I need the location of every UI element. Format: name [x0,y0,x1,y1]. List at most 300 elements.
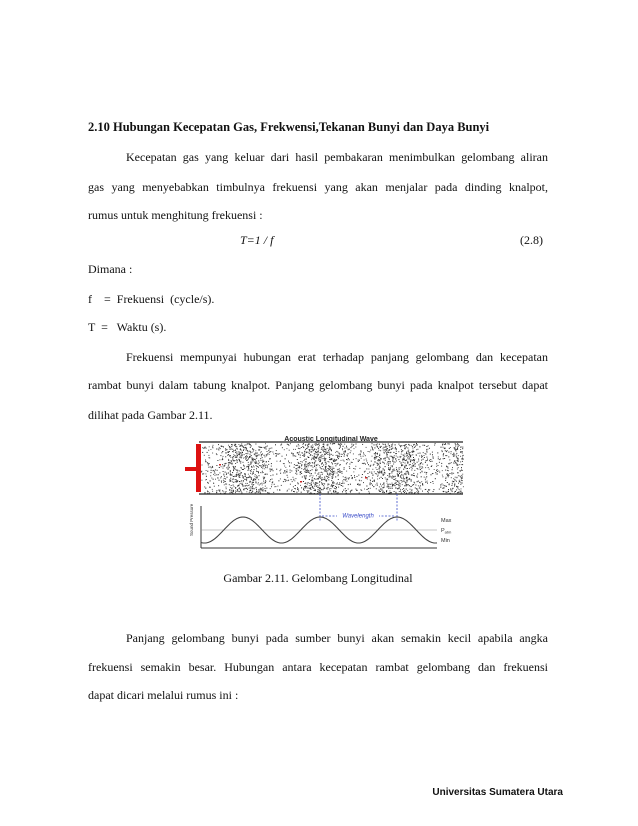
particle [300,474,301,475]
particle [270,448,271,449]
particle [401,454,402,455]
particle [266,465,267,466]
particle [308,472,309,473]
particle [255,459,256,460]
particle [222,490,223,491]
particle [264,483,265,484]
particle [333,481,334,482]
particle [230,455,231,456]
particle [409,485,410,486]
particle [249,451,250,452]
particle [377,469,378,470]
particle [424,477,425,478]
particle [393,470,394,471]
particle [233,476,234,477]
particle [291,490,292,491]
particle [292,481,293,482]
particle [270,451,271,452]
particle [443,491,444,492]
particle [228,466,229,467]
particle [395,448,396,449]
particle [396,484,397,485]
particle [324,483,325,484]
particle [401,474,402,475]
particle [370,465,371,466]
particle [275,444,276,445]
particle [335,488,336,489]
particle [230,449,231,450]
particle [303,489,304,490]
particle [229,467,230,468]
particle [210,466,211,467]
particle [257,484,258,485]
particle [455,491,456,492]
particle [308,452,309,453]
particle [411,492,412,493]
particle [444,485,445,486]
particle [323,489,324,490]
particle [336,460,337,461]
particle [304,477,305,478]
particle [305,486,306,487]
particle [371,483,372,484]
particle [377,447,378,448]
particle [293,479,294,480]
particle [297,487,298,488]
particle [293,454,294,455]
particle [252,488,253,489]
particle [208,464,209,465]
particle [329,455,330,456]
particle [289,466,290,467]
particle [461,464,462,465]
particle [397,481,398,482]
particle [280,445,281,446]
particle [392,457,393,458]
particle [381,477,382,478]
particle [263,477,264,478]
particle [323,450,324,451]
particle [364,463,365,464]
particle [261,460,262,461]
particle [294,480,295,481]
particle [441,450,442,451]
particle [214,471,215,472]
particle [295,473,296,474]
particle [375,473,376,474]
particle [406,444,407,445]
particle [367,477,368,478]
particle [321,447,322,448]
particle [353,445,354,446]
particle [402,450,403,451]
particle [223,446,224,447]
particle [257,476,258,477]
particle [412,454,413,455]
particle [323,488,324,489]
particle [263,489,264,490]
particle [389,449,390,450]
particle [455,480,456,481]
particle [235,449,236,450]
particle [300,461,301,462]
particle [324,451,325,452]
particle [411,479,412,480]
particle [241,472,242,473]
particle [429,469,430,470]
particle [425,489,426,490]
particle [398,485,399,486]
particle [442,444,443,445]
particle [384,463,385,464]
particle [392,466,393,467]
particle [425,478,426,479]
particle [340,447,341,448]
particle [311,465,312,466]
particle [241,492,242,493]
particle [250,462,251,463]
particle [222,446,223,447]
particle [385,477,386,478]
particle [231,444,232,445]
particle [251,478,252,479]
particle [281,444,282,445]
particle [321,452,322,453]
particle [331,462,332,463]
particle [303,460,304,461]
particle [313,483,314,484]
particle [408,452,409,453]
paragraph-3-line-2: frekuensi semakin besar. Hubungan antara kecepatan rambat gelombang dan frekuensi [88,660,548,674]
particle [427,459,428,460]
particle [460,491,461,492]
particle [212,491,213,492]
particle [301,447,302,448]
particle [396,460,397,461]
particle [277,486,278,487]
particle [265,491,266,492]
particle [456,453,457,454]
particle [395,458,396,459]
particle [366,460,367,461]
particle [375,467,376,468]
particle [323,446,324,447]
particle [360,456,361,457]
particle [423,459,424,460]
particle [311,447,312,448]
particle [373,449,374,450]
particle [278,480,279,481]
particle [361,480,362,481]
particle [243,462,244,463]
particle [321,489,322,490]
particle [251,492,252,493]
particle [328,465,329,466]
particle [249,485,250,486]
particle [346,446,347,447]
particle [392,488,393,489]
particle [230,473,231,474]
particle [316,452,317,453]
particle [323,456,324,457]
particle [332,455,333,456]
particle [266,488,267,489]
particle [258,467,259,468]
particle [242,484,243,485]
particle [262,457,263,458]
particle [345,491,346,492]
particle [270,488,271,489]
particle [244,468,245,469]
particle [205,461,206,462]
particle [399,487,400,488]
particle [342,491,343,492]
particle [388,488,389,489]
particle [298,445,299,446]
particle [246,491,247,492]
particle [393,459,394,460]
particle [407,448,408,449]
particle [224,476,225,477]
particle [452,488,453,489]
section-heading: 2.10 Hubungan Kecepatan Gas, Frekwensi,Tekanan Bunyi dan Daya Bunyi [88,120,490,134]
particle [386,452,387,453]
particle [256,463,257,464]
particle [456,489,457,490]
particle [256,461,257,462]
particle [379,468,380,469]
particle [418,459,419,460]
particle [408,456,409,457]
particle [264,468,265,469]
particle [307,471,308,472]
particle [419,487,420,488]
particle [389,477,390,478]
particle [236,474,237,475]
particle [258,460,259,461]
particle [259,454,260,455]
particle [377,485,378,486]
particle [382,473,383,474]
particle [231,492,232,493]
particle [318,479,319,480]
particle [456,456,457,457]
particle [333,472,334,473]
particle [307,446,308,447]
particle [374,444,375,445]
particle [242,475,243,476]
particle [231,485,232,486]
particle [300,457,301,458]
particle [435,472,436,473]
particle [278,454,279,455]
particle [233,451,234,452]
particle [380,491,381,492]
particle [295,485,296,486]
particle [310,487,311,488]
particle [247,485,248,486]
particle [402,460,403,461]
particle [400,476,401,477]
particle [451,490,452,491]
particle [390,468,391,469]
particle [327,489,328,490]
particle [460,484,461,485]
particle [418,464,419,465]
particle [213,474,214,475]
particle [265,467,266,468]
particle [408,451,409,452]
particle [453,481,454,482]
particle [406,459,407,460]
particle [418,491,419,492]
particle [286,448,287,449]
particle [416,488,417,489]
particle [208,467,209,468]
particle [438,458,439,459]
particle [232,444,233,445]
particle [417,474,418,475]
particle [396,470,397,471]
particle [426,446,427,447]
particle [262,466,263,467]
particle [251,469,252,470]
particle [454,492,455,493]
particle [286,480,287,481]
particle [235,452,236,453]
particle [258,463,259,464]
particle [252,452,253,453]
particle [445,470,446,471]
particle [321,480,322,481]
particle [239,470,240,471]
particle [320,467,321,468]
particle [417,449,418,450]
particle [424,457,425,458]
particle [346,471,347,472]
particle [421,476,422,477]
particle [335,452,336,453]
particle [222,451,223,452]
particle [328,479,329,480]
particle [316,485,317,486]
particle [233,450,234,451]
particle [267,467,268,468]
particle [307,492,308,493]
particle [323,469,324,470]
particle [343,479,344,480]
particle [236,472,237,473]
particle [236,480,237,481]
particle [346,481,347,482]
particle [205,488,206,489]
particle [342,448,343,449]
particle [375,455,376,456]
particle [386,447,387,448]
particle [303,443,304,444]
particle [413,451,414,452]
particle [433,489,434,490]
particle [359,460,360,461]
particle [370,480,371,481]
particle [425,467,426,468]
particle [313,459,314,460]
particle [316,443,317,444]
particle [325,452,326,453]
particle [316,475,317,476]
particle [344,448,345,449]
particle [383,447,384,448]
particle [304,475,305,476]
particle [449,484,450,485]
particle [253,465,254,466]
particle [404,481,405,482]
particle [388,465,389,466]
particle [381,471,382,472]
particle [218,490,219,491]
particle [372,481,373,482]
particle [384,469,385,470]
particle [401,445,402,446]
particle [294,491,295,492]
particle [274,486,275,487]
particle [332,477,333,478]
particle [421,471,422,472]
particle [317,456,318,457]
particle [457,449,458,450]
particle [450,473,451,474]
particle [406,471,407,472]
particle [245,488,246,489]
particle [239,452,240,453]
particle [207,452,208,453]
particle [287,491,288,492]
particle [427,483,428,484]
particle [225,481,226,482]
particle [281,485,282,486]
particle [244,479,245,480]
particle [346,490,347,491]
particle [379,457,380,458]
particle [324,478,325,479]
particle [216,492,217,493]
particle [384,474,385,475]
particle [307,488,308,489]
particle [318,443,319,444]
particle [233,460,234,461]
particle [428,445,429,446]
particle [228,465,229,466]
particle [337,483,338,484]
particle [264,448,265,449]
particle [243,447,244,448]
particle [314,457,315,458]
particle [288,480,289,481]
particle [361,452,362,453]
particle [235,481,236,482]
particle [401,480,402,481]
particle [414,460,415,461]
particle [304,456,305,457]
particle [407,453,408,454]
particle [320,488,321,489]
particle [376,463,377,464]
particle [216,465,217,466]
particle [351,444,352,445]
particle [330,473,331,474]
particle [400,472,401,473]
particle [439,472,440,473]
